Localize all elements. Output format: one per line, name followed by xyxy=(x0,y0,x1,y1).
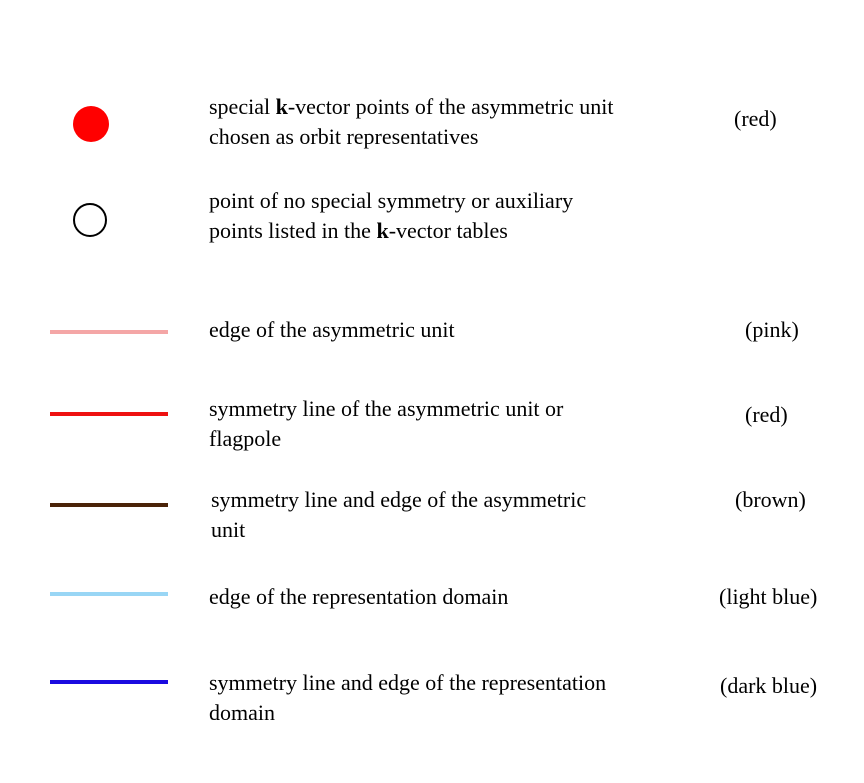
filled-red-circle-icon xyxy=(73,106,109,142)
desc-text: symmetry line of the asymmetric unit or xyxy=(209,396,564,421)
desc-text: point of no special symmetry or auxiliary xyxy=(209,188,574,213)
legend-item-edge-representation-domain xyxy=(209,582,508,612)
dark-blue-line-swatch xyxy=(50,680,168,684)
desc-text: edge of the representation domain xyxy=(209,584,509,609)
desc-text: symmetry line and edge of the representation xyxy=(209,670,607,695)
legend-item-special-points xyxy=(209,92,613,152)
desc-bold-k: k xyxy=(376,218,389,243)
color-label-brown: (brown) xyxy=(735,487,806,512)
brown-line-swatch xyxy=(50,503,168,507)
desc-bold-k: k xyxy=(275,94,288,119)
legend-item-symmetry-line-and-edge-asymmetric xyxy=(211,485,586,545)
desc-text: flagpole xyxy=(209,426,282,451)
desc-text: -vector points of the asymmetric unit xyxy=(287,94,614,119)
desc-text: domain xyxy=(209,700,275,725)
color-label-pink: (pink) xyxy=(745,317,799,342)
desc-text: symmetry line and edge of the asymmetric xyxy=(211,487,587,512)
desc-text: unit xyxy=(211,517,246,542)
legend-item-no-special-symmetry xyxy=(209,186,573,246)
color-label-red-line: (red) xyxy=(745,402,788,427)
color-label-dark-blue: (dark blue) xyxy=(720,673,818,698)
desc-text: edge of the asymmetric unit xyxy=(209,317,455,342)
legend-item-edge-asymmetric-unit xyxy=(209,315,455,345)
legend-item-symmetry-line-and-edge-representation xyxy=(209,668,606,728)
red-line-swatch xyxy=(50,412,168,416)
color-label-light-blue: (light blue) xyxy=(719,584,818,609)
desc-text: -vector tables xyxy=(388,218,508,243)
open-circle-icon xyxy=(73,203,107,237)
desc-text: special xyxy=(209,94,276,119)
desc-text: chosen as orbit representatives xyxy=(209,124,479,149)
color-label-red: (red) xyxy=(734,106,777,131)
desc-text: points listed in the xyxy=(209,218,377,243)
legend-item-symmetry-line-flagpole xyxy=(209,394,563,454)
pink-line-swatch xyxy=(50,330,168,334)
light-blue-line-swatch xyxy=(50,592,168,596)
